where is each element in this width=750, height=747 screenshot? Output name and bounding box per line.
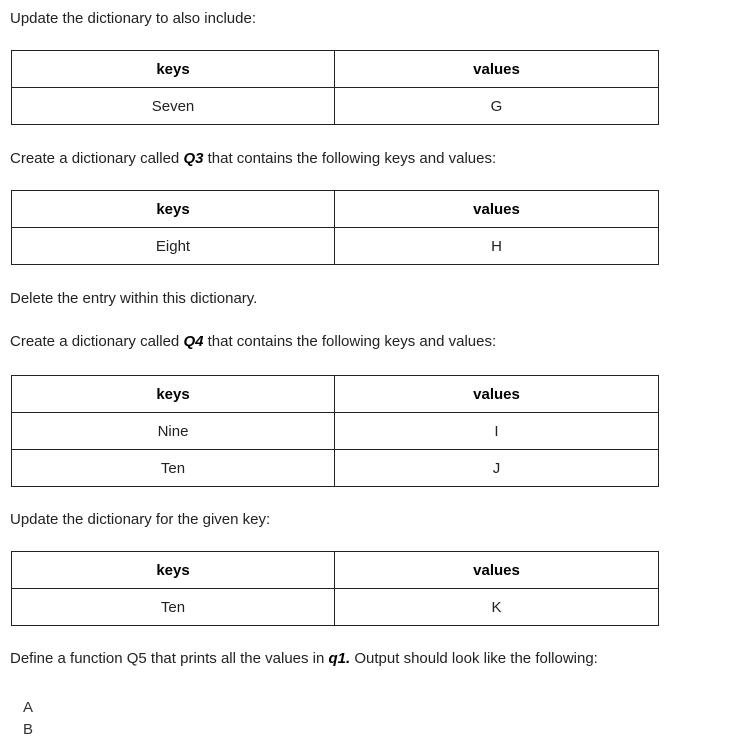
instruction-update-dictionary: Update the dictionary to also include:: [10, 10, 256, 27]
values-header: values: [335, 376, 659, 413]
value-cell: J: [335, 450, 659, 487]
table-ten-k: [11, 551, 659, 626]
instruction-update-key: Update the dictionary for the given key:: [10, 511, 271, 528]
table-row: [12, 450, 659, 487]
output-line-a: A: [23, 699, 34, 716]
q5-suffix: Output should look like the following:: [350, 650, 598, 667]
keys-header: keys: [12, 191, 335, 228]
table-row: [12, 589, 659, 626]
values-header: values: [335, 51, 659, 88]
value-cell: I: [335, 413, 659, 450]
table-header-row: [12, 552, 659, 589]
q4-name: Q4: [183, 333, 204, 350]
q5-name: q1.: [328, 650, 351, 667]
value-cell: G: [335, 88, 659, 125]
values-header: values: [335, 191, 659, 228]
table-row: [12, 413, 659, 450]
key-cell: Nine: [12, 413, 335, 450]
instruction-delete: Delete the entry within this dictionary.: [10, 290, 258, 307]
output-line-b: B: [23, 721, 34, 738]
keys-header: keys: [12, 552, 335, 589]
table-header-row: [12, 376, 659, 413]
key-cell: Seven: [12, 88, 335, 125]
keys-header: keys: [12, 51, 335, 88]
instruction-q3: [10, 148, 496, 169]
value-cell: H: [335, 228, 659, 265]
instruction-q5: [10, 648, 630, 669]
q3-prefix: Create a dictionary called: [10, 150, 184, 167]
table-row: [12, 228, 659, 265]
table-row: [12, 88, 659, 125]
values-header: values: [335, 552, 659, 589]
table-eight: [11, 190, 659, 265]
key-cell: Eight: [12, 228, 335, 265]
value-cell: K: [335, 589, 659, 626]
key-cell: Ten: [12, 589, 335, 626]
table-seven: [11, 50, 659, 125]
table-header-row: [12, 51, 659, 88]
q3-name: Q3: [183, 150, 204, 167]
instruction-q4: [10, 331, 496, 352]
q5-prefix: Define a function Q5 that prints all the values in: [10, 650, 329, 667]
q3-suffix: that contains the following keys and values:: [203, 150, 497, 167]
q4-prefix: Create a dictionary called: [10, 333, 184, 350]
table-nine-ten: [11, 375, 659, 487]
keys-header: keys: [12, 376, 335, 413]
q4-suffix: that contains the following keys and values:: [203, 333, 497, 350]
key-cell: Ten: [12, 450, 335, 487]
table-header-row: [12, 191, 659, 228]
